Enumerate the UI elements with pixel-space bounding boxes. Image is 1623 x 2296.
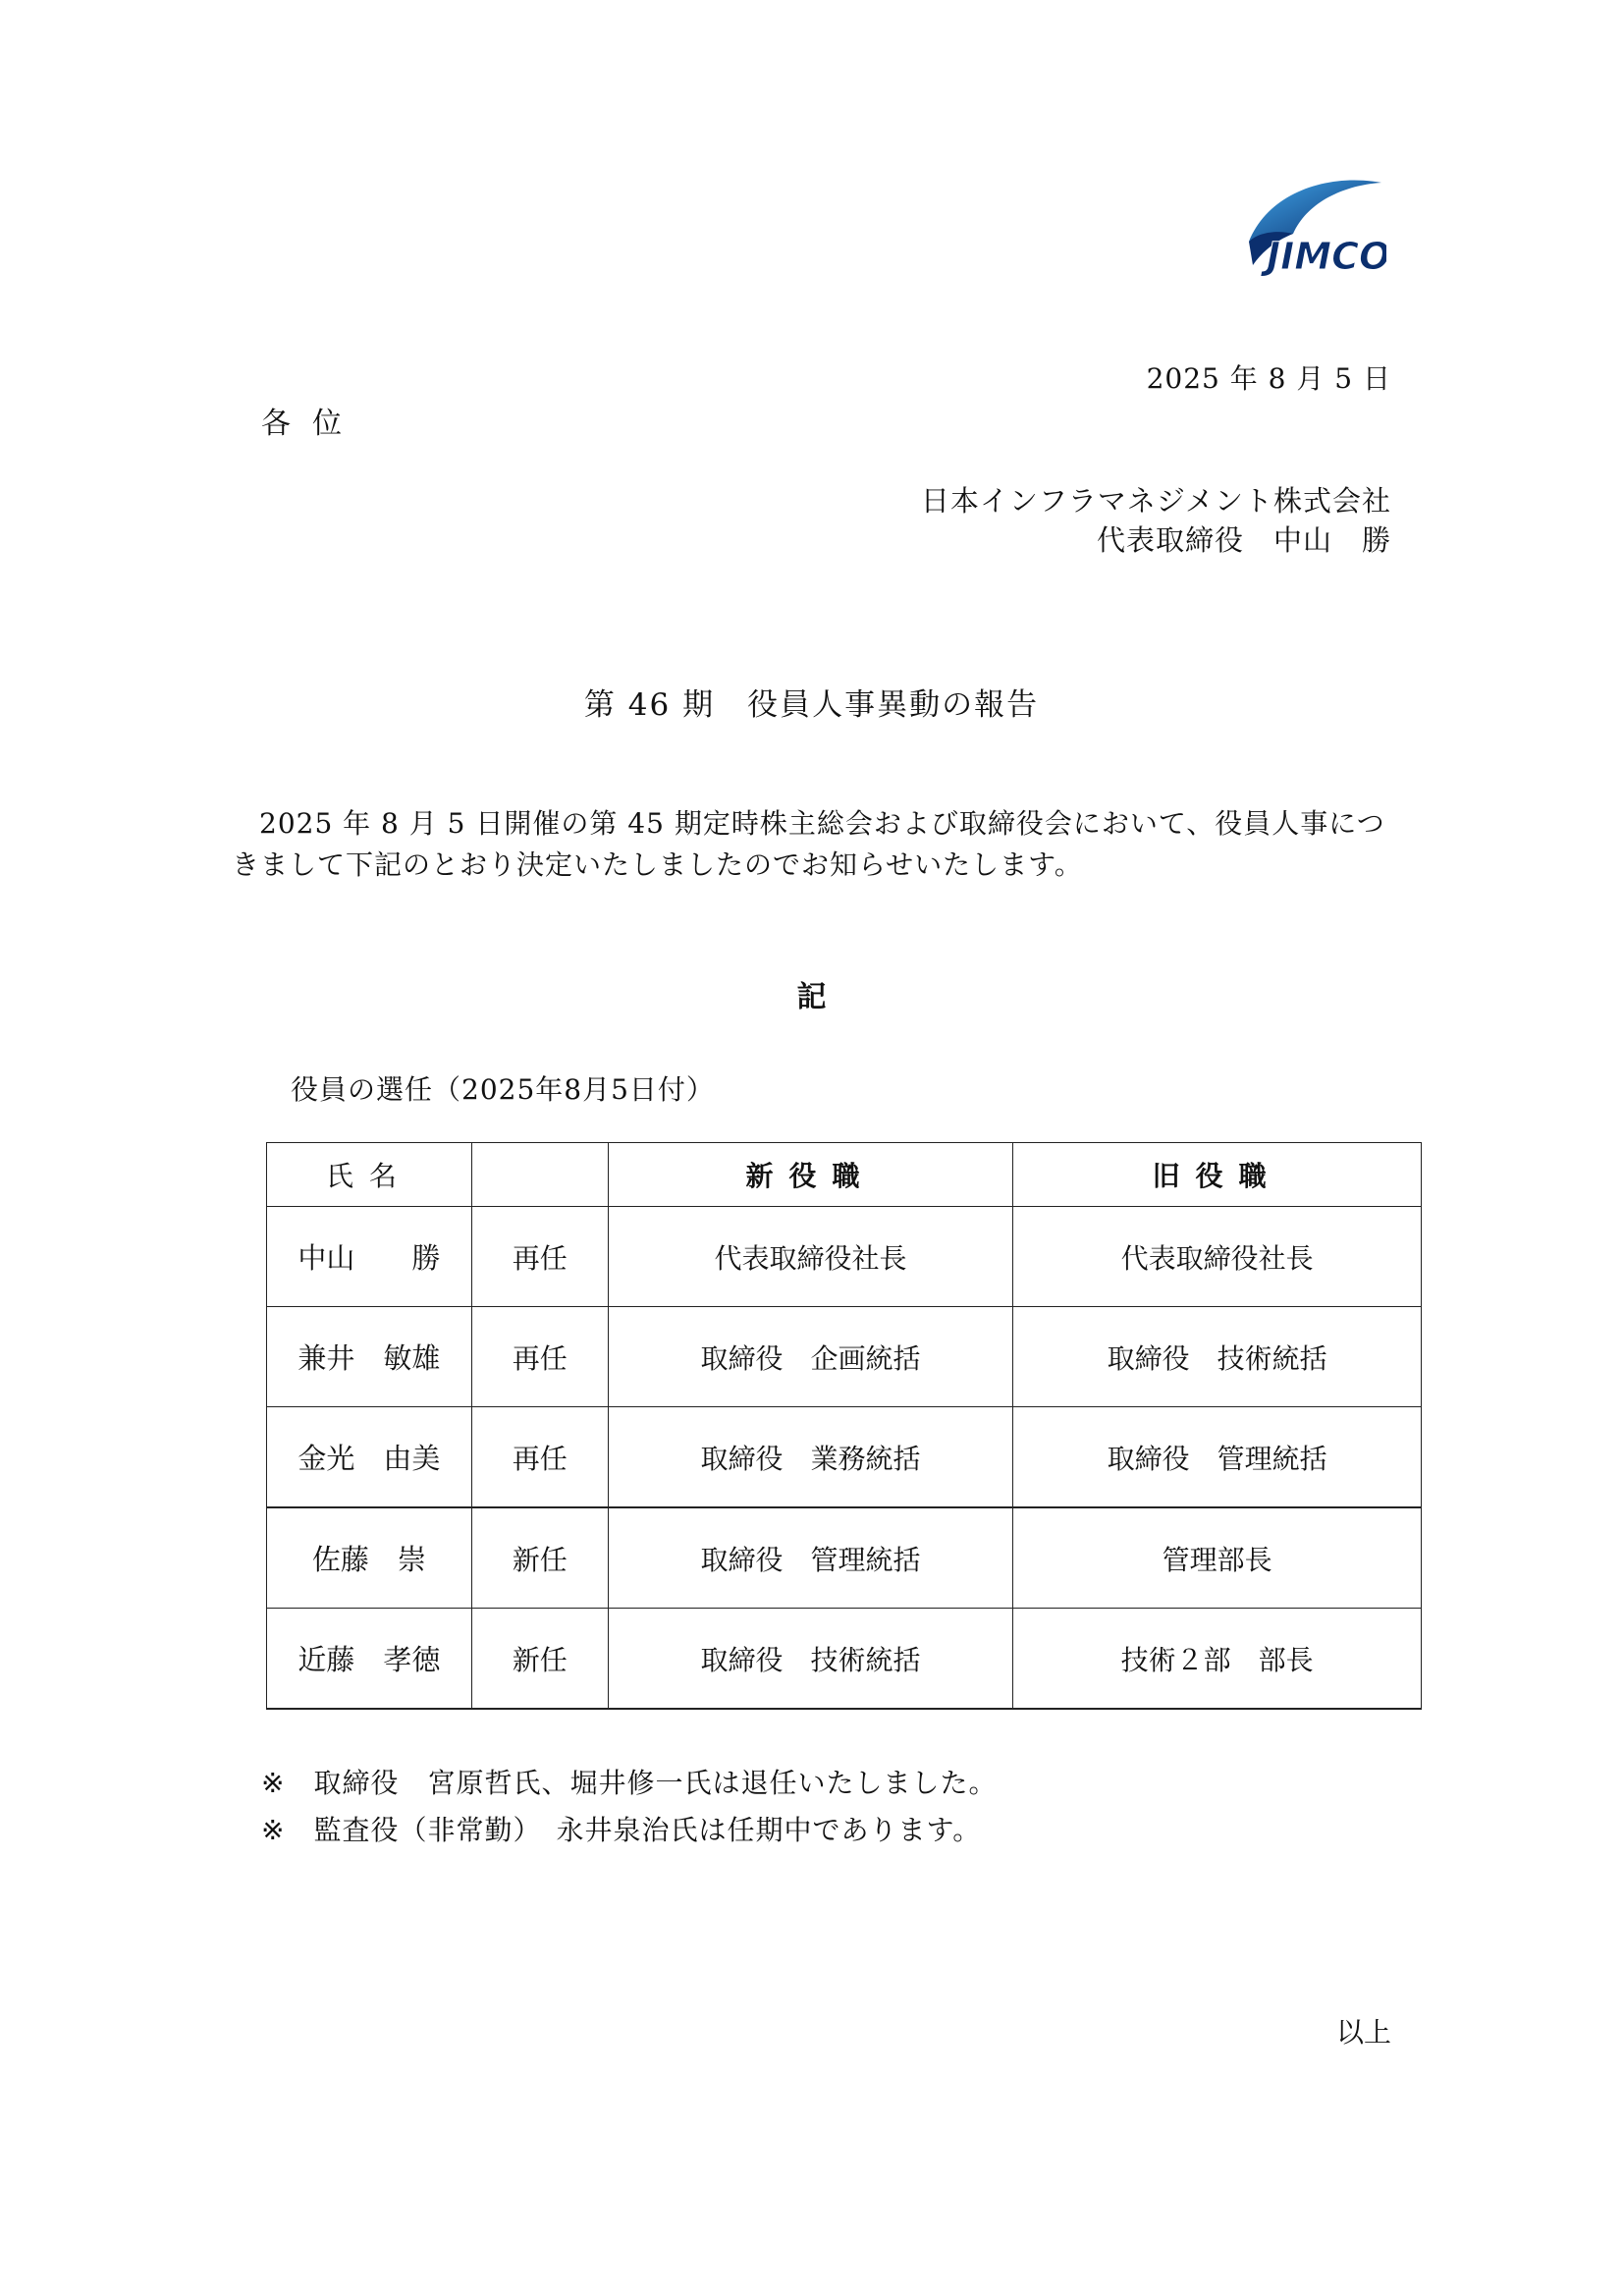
- table-row: [267, 1407, 1422, 1508]
- officer-old-role: 取締役 技術統括: [1013, 1307, 1422, 1407]
- header-old-role: 旧役職: [1013, 1143, 1422, 1207]
- header-new-role: 新役職: [608, 1143, 1013, 1207]
- officer-new-role: 取締役 技術統括: [608, 1609, 1013, 1710]
- addressee: 各位: [261, 407, 363, 441]
- officer-name: 近藤 孝徳: [267, 1609, 472, 1710]
- header-name: 氏名: [267, 1143, 472, 1207]
- officer-status: 再任: [471, 1407, 608, 1508]
- notes: [261, 1760, 997, 1854]
- officer-new-role: 取締役 企画統括: [608, 1307, 1013, 1407]
- officer-name: 佐藤 崇: [267, 1507, 472, 1609]
- note-item: ※ 取締役 宮原哲氏、堀井修一氏は退任いたしました。: [261, 1767, 998, 1799]
- table-row: [267, 1307, 1422, 1407]
- officer-status: 再任: [471, 1207, 608, 1307]
- body-paragraph: 2025 年 8 月 5 日開催の第 45 期定時株主総会および取締役会において、役員人事につきまして下記のとおり決定いたしましたのでお知らせいたします。: [232, 807, 1385, 881]
- officer-new-role: 代表取締役社長: [608, 1207, 1013, 1307]
- table-header-row: [267, 1143, 1422, 1207]
- officer-status: 新任: [471, 1609, 608, 1710]
- sender-company: 日本インフラマネジメント株式会社: [920, 484, 1391, 518]
- logo-text: JIMCO: [1267, 235, 1386, 278]
- officer-old-role: 技術２部 部長: [1013, 1609, 1422, 1710]
- company-logo: [1239, 173, 1386, 283]
- officer-new-role: 取締役 管理統括: [608, 1507, 1013, 1609]
- officer-new-role: 取締役 業務統括: [608, 1407, 1013, 1508]
- section-heading: 役員の選任（2025年8月5日付）: [291, 1073, 715, 1106]
- officer-table: [266, 1142, 1422, 1710]
- ki-heading: 記: [796, 980, 827, 1014]
- jimco-logo-icon: [1239, 173, 1386, 283]
- note-item: ※ 監査役（非常勤） 永井泉治氏は任期中であります。: [261, 1814, 982, 1846]
- officer-name: 兼井 敏雄: [267, 1307, 472, 1407]
- table-row: [267, 1207, 1422, 1307]
- sender-representative: 代表取締役 中山 勝: [1096, 523, 1391, 557]
- header-status: [471, 1143, 608, 1207]
- officer-old-role: 管理部長: [1013, 1507, 1422, 1609]
- officer-old-role: 取締役 管理統括: [1013, 1407, 1422, 1508]
- table-row: [267, 1609, 1422, 1710]
- officer-status: 新任: [471, 1507, 608, 1609]
- table-row: [267, 1507, 1422, 1609]
- document-date: 2025 年 8 月 5 日: [1146, 362, 1391, 395]
- officer-status: 再任: [471, 1307, 608, 1407]
- officer-name: 中山 勝: [267, 1207, 472, 1307]
- officer-name: 金光 由美: [267, 1407, 472, 1508]
- officer-old-role: 代表取締役社長: [1013, 1207, 1422, 1307]
- closing-mark: 以上: [1335, 2016, 1391, 2049]
- document-title: 第 46 期 役員人事異動の報告: [583, 687, 1040, 723]
